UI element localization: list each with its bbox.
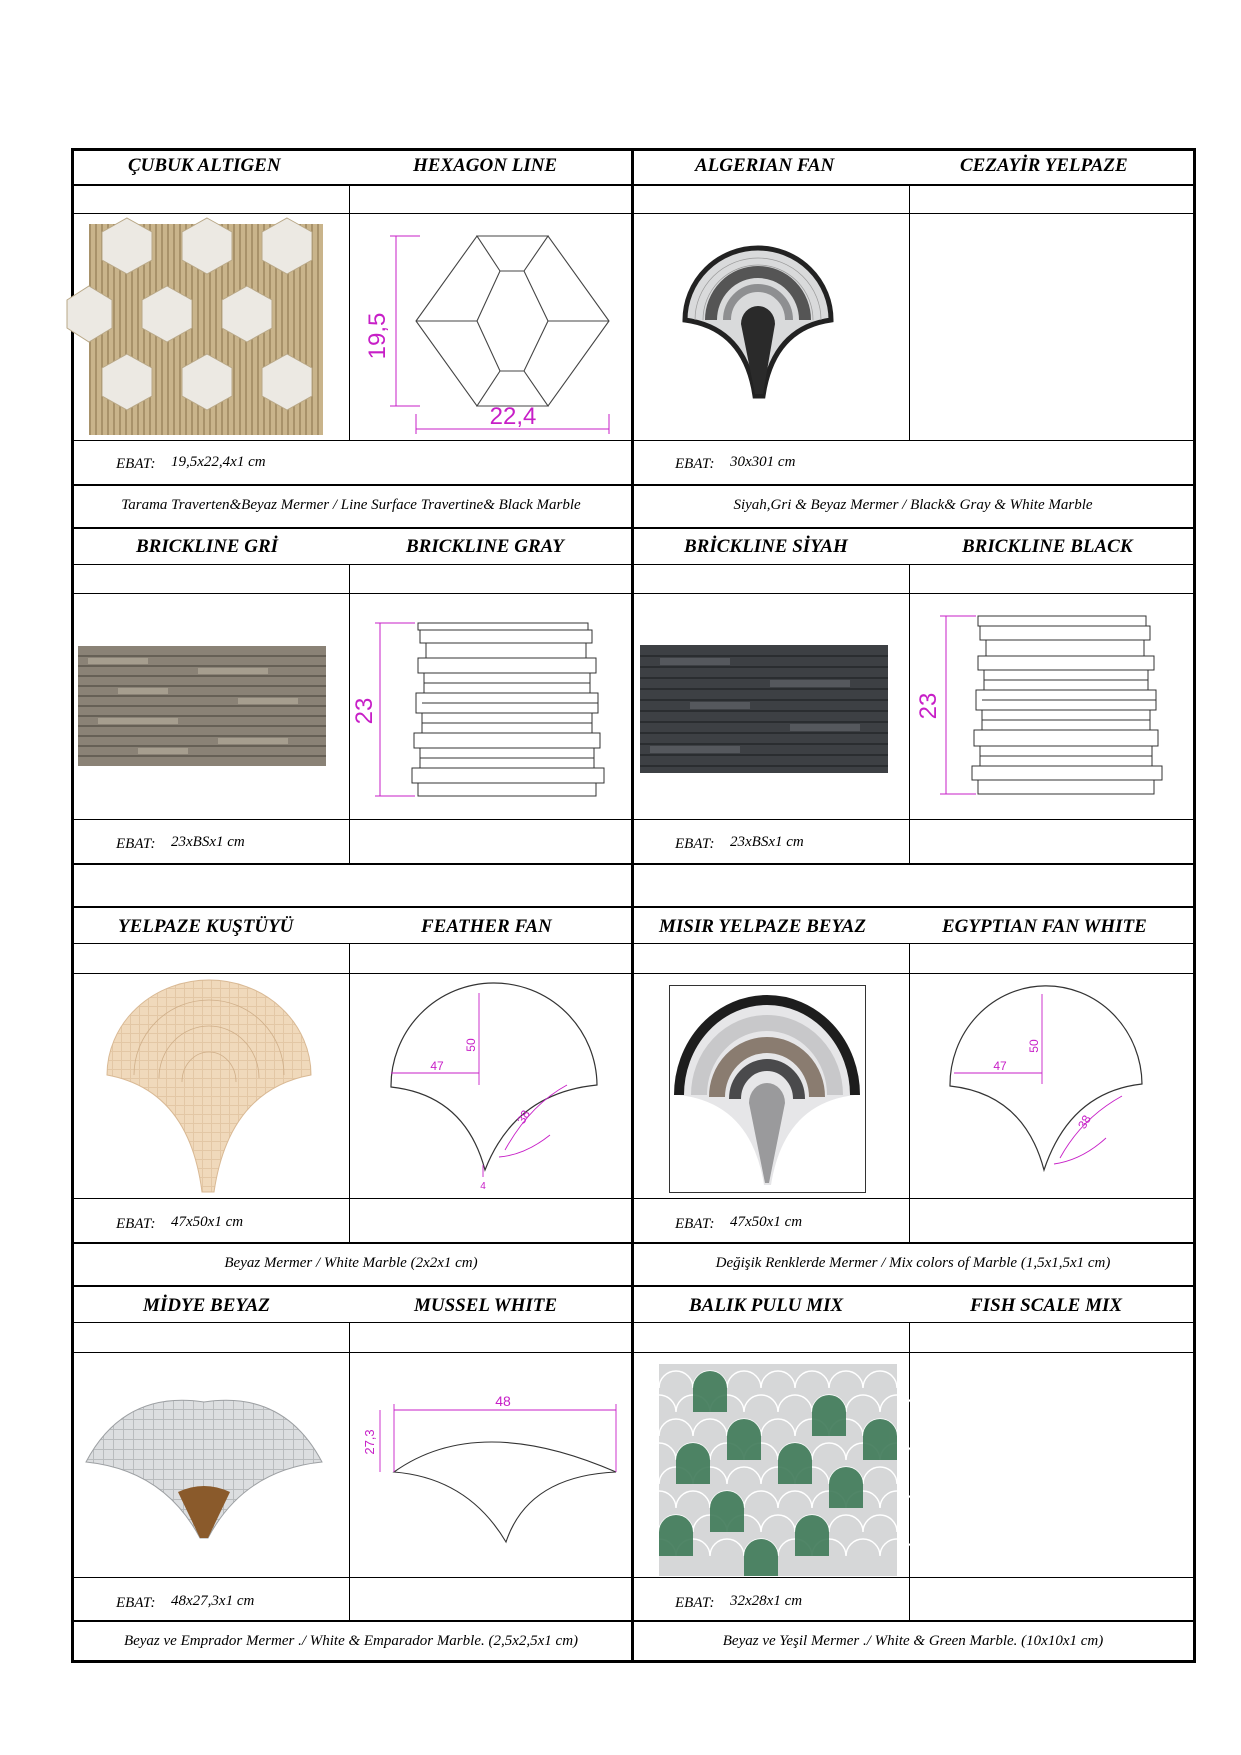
product-title-en: BRICKLINE BLACK	[962, 536, 1133, 557]
cell-divider	[349, 1322, 350, 1620]
row-line	[71, 184, 1196, 186]
technical-drawing-mussel-white	[358, 1392, 630, 1567]
product-title-en: MUSSEL WHITE	[414, 1295, 558, 1316]
size-label: EBAT:	[675, 836, 715, 852]
size-value: 32x28x1 cm	[730, 1593, 803, 1609]
dimension-height-label: 27,3	[362, 1429, 377, 1455]
product-photo-feather-fan	[104, 980, 314, 1195]
size-value: 48x27,3x1 cm	[171, 1593, 255, 1609]
product-title-en: HEXAGON LINE	[413, 155, 558, 176]
product-title-en: FEATHER FAN	[421, 916, 552, 937]
size-label: EBAT:	[675, 1595, 715, 1611]
size-value: 47x50x1 cm	[730, 1214, 803, 1230]
size-label: EBAT:	[116, 836, 156, 852]
size-label: EBAT:	[675, 1216, 715, 1232]
technical-drawing-brickline-gray	[351, 598, 630, 803]
cell-divider	[909, 1322, 910, 1620]
product-title-tr: MİDYE BEYAZ	[143, 1295, 270, 1316]
row-line	[71, 863, 1196, 865]
row-line	[71, 943, 1196, 944]
dimension-tip-label: 4	[480, 1181, 486, 1192]
product-title-tr: MISIR YELPAZE BEYAZ	[659, 916, 866, 937]
dimension-height-label: 23	[915, 692, 942, 720]
material-description: Siyah,Gri & Beyaz Mermer / Black& Gray & White Marble	[733, 497, 1093, 513]
technical-drawing-brickline-black	[915, 598, 1188, 803]
row-line	[71, 484, 1196, 486]
material-description: Tarama Traverten&Beyaz Mermer / Line Surface Travertine& Black Marble	[121, 497, 581, 513]
dimension-height-label: 50	[1027, 1039, 1041, 1053]
row-line	[71, 1577, 1196, 1578]
cell-divider	[349, 564, 350, 863]
row-line	[71, 973, 1196, 974]
row-line	[71, 906, 1196, 908]
product-title-tr: BALIK PULU MIX	[689, 1295, 844, 1316]
size-label: EBAT:	[675, 456, 715, 472]
row-line	[71, 819, 1196, 820]
product-photo-hexagon-line	[89, 224, 323, 435]
product-title-en: BRICKLINE GRAY	[406, 536, 564, 557]
product-title-tr: YELPAZE KUŞTÜYÜ	[118, 916, 294, 937]
product-title-en: EGYPTIAN FAN WHITE	[942, 916, 1147, 937]
product-title-tr: BRİCKLINE SİYAH	[684, 536, 848, 557]
row-line	[71, 1285, 1196, 1287]
row-line	[71, 213, 1196, 214]
dimension-width-label: 47	[430, 1059, 444, 1073]
row-line	[71, 1352, 1196, 1353]
cell-divider	[909, 564, 910, 863]
dimension-height-label: 50	[464, 1038, 478, 1052]
product-title-tr: BRICKLINE GRİ	[136, 536, 279, 557]
row-line	[71, 564, 1196, 565]
material-description: Değişik Renklerde Mermer / Mix colors of Marble (1,5x1,5x1 cm)	[715, 1255, 1111, 1271]
material-description: Beyaz ve Yeşil Mermer ./ White & Green Marble. (10x10x1 cm)	[722, 1633, 1104, 1649]
material-description: Beyaz Mermer / White Marble (2x2x1 cm)	[224, 1255, 478, 1271]
size-value: 19,5x22,4x1 cm	[171, 454, 266, 470]
product-photo-brickline-gray	[78, 646, 326, 766]
product-title-en: ALGERIAN FAN	[695, 155, 835, 176]
row-line	[71, 593, 1196, 594]
dimension-curve-label: 38	[514, 1107, 533, 1127]
cell-divider	[349, 943, 350, 1242]
dimension-height-label: 19,5	[364, 312, 391, 360]
row-line	[71, 1242, 1196, 1244]
size-value: 47x50x1 cm	[171, 1214, 244, 1230]
size-value: 30x301 cm	[730, 454, 796, 470]
dimension-width-label: 47	[993, 1059, 1007, 1073]
row-line	[71, 1198, 1196, 1199]
cell-divider	[909, 184, 910, 440]
product-title-tr: ÇUBUK ALTIGEN	[128, 155, 281, 176]
row-line	[71, 1620, 1196, 1622]
size-value: 23xBSx1 cm	[730, 834, 804, 850]
product-photo-fish-scale-mix	[659, 1364, 897, 1576]
dimension-curve-label: 38	[1075, 1112, 1094, 1132]
technical-drawing-hexagon-line	[360, 226, 630, 436]
row-line	[71, 1322, 1196, 1323]
dimension-height-label: 23	[351, 697, 378, 725]
cell-divider	[349, 184, 350, 440]
row-line	[71, 527, 1196, 529]
size-label: EBAT:	[116, 456, 156, 472]
technical-drawing-feather-fan	[375, 985, 615, 1195]
dimension-width-label: 22,4	[489, 403, 537, 430]
product-photo-brickline-black	[640, 645, 888, 773]
dimension-width-label: 48	[495, 1393, 511, 1409]
product-title-tr: CEZAYİR YELPAZE	[960, 155, 1128, 176]
size-label: EBAT:	[116, 1595, 156, 1611]
size-value: 23xBSx1 cm	[171, 834, 245, 850]
product-photo-egyptian-fan	[669, 985, 866, 1193]
product-photo-mussel-white	[84, 1400, 324, 1540]
size-label: EBAT:	[116, 1216, 156, 1232]
technical-drawing-egyptian-fan	[942, 988, 1152, 1193]
material-description: Beyaz ve Emprador Mermer ./ White & Emparador Marble. (2,5x2,5x1 cm)	[123, 1633, 579, 1649]
product-title-en: FISH SCALE MIX	[970, 1295, 1123, 1316]
row-line	[71, 440, 1196, 441]
product-photo-algerian-fan	[683, 248, 833, 398]
cell-divider	[909, 943, 910, 1242]
